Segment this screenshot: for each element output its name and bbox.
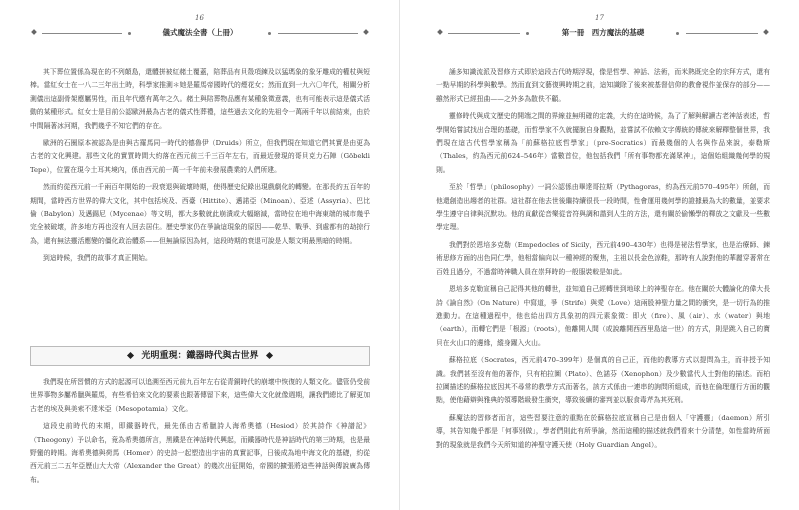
right-running-header [436, 27, 770, 39]
section-heading-text: 光明重現：鐵器時代與古世界 [141, 351, 259, 361]
paragraph: 我們對於恩培多克勒（Empedocles of Sicily，西元前490–430年）也得是祕法哲學家，也是治療師、鍊術思修方面的出色同仁學，他相當偏向以一種神經的聚焦，主祖以長金色涼鞋，那時有人說對他的華麗穿著常在百姓且過分，不過當時神職人員在崇拜時的一般服裝較是如此。 [436, 240, 770, 276]
section-heading [31, 347, 369, 365]
paragraph: 歐洲的石圈原本被認為是由與古羅馬同一時代的德魯伊（Druids）所立，但我們現在知道它們其實是由更為古老的文化興建。那些文化的實質時間大約落在西元前三千三百年左右，而最近發現的哥貝克力石陣（Göbekli Tepe），位置在現今土耳其境內，係由西元前一萬一千年前未發展農業的人們所建。 [30, 139, 370, 174]
paragraph: 這段史前時代的末期，即鐵器時代，最先係由古希臘詩人海希奧德（Hesiod）於其詩作《神譜記》（Theogony）予以命名，竟為希奧德所言，黑鐵是在神話時代興起，而鐵器時代是神話時代的第三時期，也是最野蠻的時期。海希奧德與荷馬（Homer）的史詩一起塑造出宇宙的真實記事，日後成為地中海文化的基礎，約從西元前三二五年亞歷山大大帝（Alexander the Great）的幾次出征開始，帝國的擴張將這些神話與傳說廣為傳布。 [30, 422, 370, 484]
header-rule [278, 33, 358, 34]
paragraph: 蘇魔法的習修者而言，這些習要注意的重點在於蘇格拉底宣稱自己是由個人「守護靈」（daemon）所引導，其告知幾乎都是「何事別做」，學者們則此有所爭論，然而這種的描述就我們看來十分清楚，如性當時所面對的現象就是我們今天所知道的神聖守護天使（Holy Guardian Angel）。 [436, 413, 770, 449]
diamond-bullet-icon [127, 351, 134, 358]
right-running-title: 第一冊 西方魔法的基礎 [561, 28, 645, 37]
paragraph: 我們現在所習慣的方式的起源可以追溯至西元前九百年左右從青銅時代的崩壞中恢復的人類文化。儘管仍受前世界事物多屬希臘與羅馬，有些希伯來文化的要素也跟著傳留下來，這些偉大文化就像週期，讓我們總比了解更加古老的埃及與美索不達米亞（Mesopotamia）文化。 [30, 378, 370, 413]
left-body-bottom [30, 376, 370, 491]
right-body [436, 66, 770, 456]
paragraph: 蘇格拉底（Socrates，西元前470–399年）是個真的自己正，而他的教導方式以提問為主，而非授予知識。我們甚至沒有他的著作，只有柏拉圖（Plato）、色諾芬（Xenophon）及少數當代人士對他的描述。而柏拉圖描述的蘇格拉底因其不尋常的教學方式而著名，該方式係由一連串的詢問所組成，而他在倫理運行方面的觀點，使他藉辯與雅典的領導階級發生衝突，導致後續的審判並以服食毒芹為其死刑。 [436, 356, 770, 405]
left-page [0, 0, 399, 510]
left-page-number: 16 [195, 14, 204, 22]
left-running-header [30, 27, 370, 39]
paragraph: 誦多知識流派及習修方式即於這段古代時期浮現，像是哲學、神話、法術，而米熱既完全的宗拜方式，還有一點早期的科學與數學。然而直到文藝復興時期之前，這知識除了後來被基督信仰的教會視作並保存的部分——雖然形式已經扭曲——之外多為散佚不顧。 [436, 68, 770, 103]
header-dot-icon [676, 32, 679, 35]
left-running-title: 儀式魔法全書（上冊） [162, 28, 238, 37]
paragraph: 恩培多克勒宣稱自己記得其他的轉世，並知道自己經轉世到地球上的神聖存在。他在關於大體論化的偉大長詩《論自然》（On Nature）中寫道，爭（Strife）與愛（Love）這兩股神聖力量之間的衝突，是一切行為的推進動力。在這種過程中，他也給出四方具象初的四元素象徵：即火（fire）、風（air）、水（water）與地（earth），而轉它們是「根源」（roots），他離開人間（或說離開西西里島這一世）的方式，則是跳入自己的寶貝在火山口的邊緣，縱身躍入火山。 [436, 285, 770, 347]
right-page [400, 0, 799, 510]
paragraph: 靈修時代與成文歷史的開端之間的界線並無明確的定義，大約在這時候，為了了解與解讀古老神話表述，哲學開始嘗試找出合理的基礎，而哲學家不久就擺脫自身觀點，並嘗試不依賴文字傳統的傳統來解釋整個世界，我們現在這古代哲學家稱為「前蘇格拉底哲學家」（pre-Socratics）而最幾個的人名與作品來說，泰勒斯（Thales，約為西元前624–546年）當數首位，他包括我們「所有事物都充滿眾神」，這個始組織幾何學的規則。 [436, 112, 770, 174]
paragraph: 然而約從西元前一千兩百年開始的一段衰退與破壞時期，使得歷史紀錄出現戲劇化的轉變。在那長約五百年的期間，當時西方世界的偉大文化，其中包括埃及、西臺（Hittite）、邁諾亞（Minoan）、亞述（Assyria）、巴比倫（Babylon）及邁錫尼（Mycenae）等文明，都大多數就此崩潰或大幅縮減，當時位在地中海東端的城市幾乎完全被破壞，許多地方再也沒有人回去居住。歷史學家仍在爭論這現象的原因——乾旱、戰爭、到處都有的劫掠行為，還有無法靈活應變的僵化政治體系——但無論原因為何，這段時期的衰退可說是人類文明最黑暗的時期。 [30, 183, 370, 245]
paragraph: 至於「哲學」（philosophy）一詞公認係由畢達哥拉斯（Pythagoras，約為西元前570–495年）所創，而他還創造出趨者的社群。這社群在他去世後繼持續很長一段時間，性會運用幾何學的證據最為大的數量，並要求學生遵守自律與沉默功。他的貢獻從音樂從音符與調和諧到人生的方法，還有關於偷懶學的釋放之文獻及一些數學定理。 [436, 183, 770, 232]
left-body-top [30, 66, 370, 270]
right-page-number: 17 [595, 14, 604, 22]
paragraph: 其下葬位置係為現在的不列顛島，還體拼被紅赭土覆蓋，陪葬品有貝殼項鍊及以猛瑪象的象牙雕成的權杖與短棒。當紅女士在一八二三年出土時，科學家推測＊她是羅馬帝國時代的煙花女；然而直到一九六〇年代，相關分析測儀出這副骨架應屬男性，而且年代應有萬年之久。赭土與陪葬物品應有某種象徵意義，也有可能表示這是儀式活動的某種形式。紅女士是目前公認歐洲最為古老的儀式性葬禮，這些過去文化的先祖令一萬兩千年以前結束，由於中間隔著冰河期，我們幾乎不知它們的存在。 [30, 68, 370, 130]
section-heading-box [30, 346, 370, 366]
header-dot-icon [268, 32, 271, 35]
paragraph: 到這時候，我們的故事才真正開始。 [43, 254, 152, 263]
diamond-bullet-icon [265, 351, 272, 358]
header-rule [686, 33, 758, 34]
